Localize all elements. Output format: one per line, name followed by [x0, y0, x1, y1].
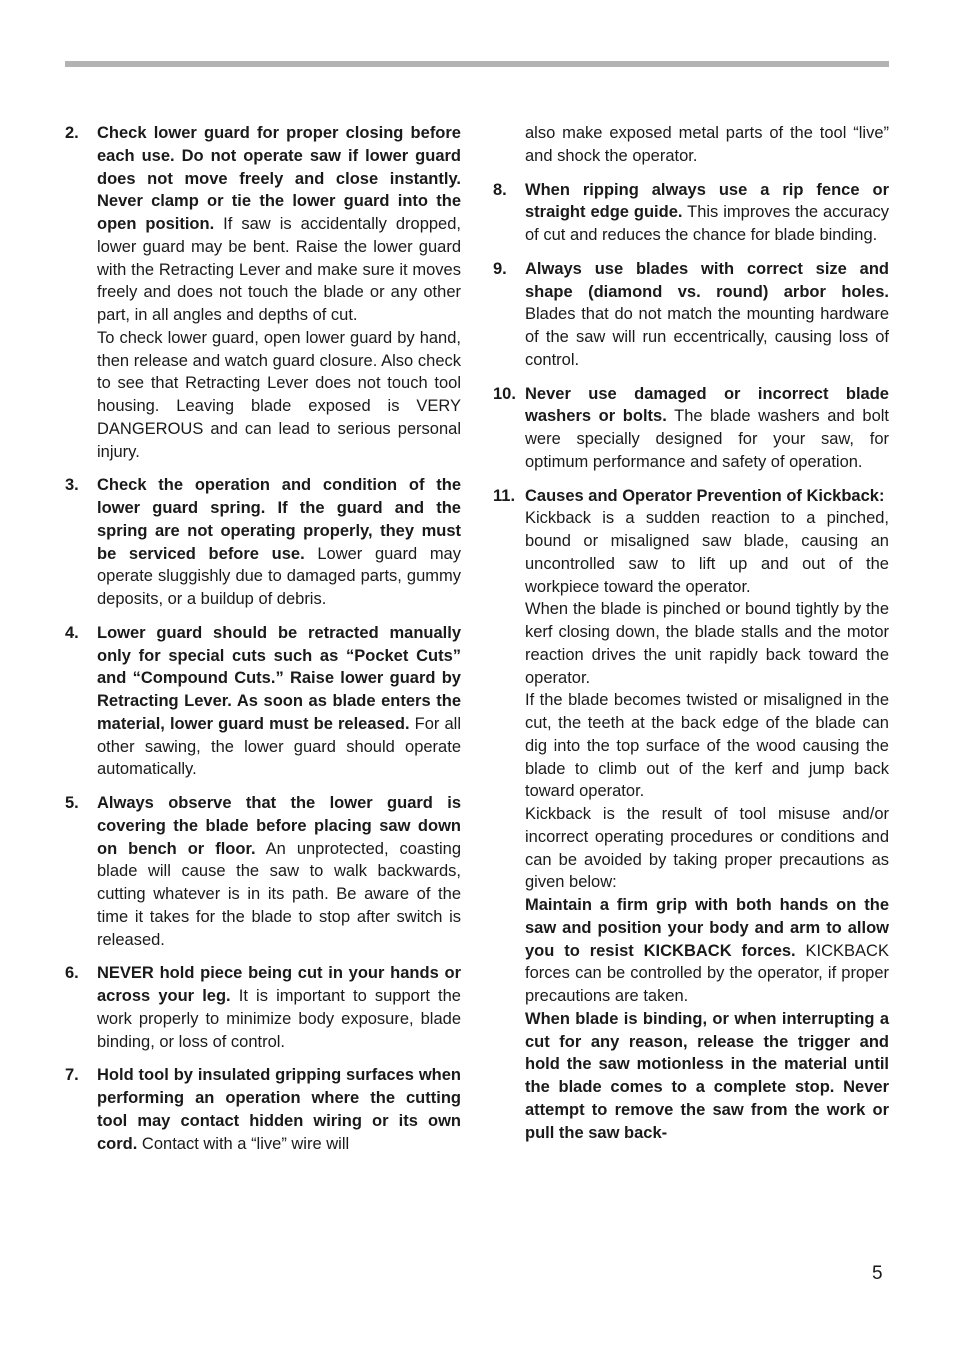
list-item	[493, 383, 889, 474]
bold-text: Maintain a firm grip with both hands on the saw and position your body and arm to allow you to resist KICKBACK forces.	[525, 896, 889, 960]
item-paragraph	[97, 1064, 461, 1155]
bold-text: When blade is binding, or when interrupting a cut for any reason, release the trigger and hold the saw motionless in the material until the blade comes to a complete stop. Never attempt to remove the saw from the work or pull the saw back-	[525, 1009, 889, 1142]
header-rule	[65, 61, 889, 67]
item-number: 2.	[65, 124, 79, 142]
bold-text: Causes and Operator Prevention of Kickback:	[525, 486, 885, 505]
body-text: If saw is accidentally dropped, lower guard may be bent. Raise the lower guard with the Retracting Lever and make sure it moves freely and does not touch the blade or any other part, in all angles and depths of cut.	[97, 215, 461, 324]
left-column	[65, 122, 461, 1166]
item-paragraph	[525, 598, 889, 689]
item-paragraph	[525, 507, 889, 598]
bold-text: Always observe that the lower guard is covering the blade before placing saw down on bench or floor.	[97, 794, 461, 858]
list-item	[65, 792, 461, 951]
body-text: This improves the accuracy of cut and reduces the chance for blade binding.	[525, 203, 889, 244]
list-item	[65, 122, 461, 463]
item-paragraph	[97, 962, 461, 1053]
page-number: 5	[872, 1263, 883, 1284]
body-text: Kickback is a sudden reaction to a pinched, bound or misaligned saw blade, causing an uncontrolled saw to lift up and out of the workpiece toward the operator.	[525, 509, 889, 596]
bold-text: When ripping always use a rip fence or straight edge guide.	[525, 180, 889, 222]
item-number: 9.	[493, 259, 507, 278]
list-item	[493, 258, 889, 372]
body-text: Contact with a “live” wire will	[137, 1134, 350, 1153]
bold-text: Check the operation and condition of the lower guard spring. If the guard and the spring are not operating properly, they must be serviced before use.	[97, 476, 461, 563]
item-number: 3.	[65, 476, 79, 495]
item-paragraph	[525, 1008, 889, 1145]
continuation-paragraph: also make exposed metal parts of the tool “live” and shock the operator.	[525, 124, 889, 165]
item-number: 7.	[65, 1066, 79, 1085]
item-paragraph	[97, 327, 461, 464]
bold-text: Hold tool by insulated gripping surfaces when performing an operation where the cutting tool may contact hidden wiring or its own cord.	[97, 1066, 461, 1153]
bold-text: Always use blades with correct size and shape (diamond vs. round) arbor holes.	[525, 259, 889, 301]
bold-text: Check lower guard for proper closing before each use. Do not operate saw if lower guard does not move freely and close instantly. Never clamp or tie the lower guard into the open position.	[97, 124, 461, 233]
item-paragraph	[525, 258, 889, 372]
item-paragraph	[97, 122, 461, 327]
item-paragraph	[525, 894, 889, 1008]
item-paragraph	[97, 792, 461, 951]
item-number: 6.	[65, 964, 79, 983]
right-column-items	[493, 179, 889, 1145]
body-text: KICKBACK forces can be controlled by the operator, if proper precautions are taken.	[525, 941, 889, 1005]
list-item	[493, 485, 889, 1145]
item-paragraph	[525, 689, 889, 803]
list-item	[65, 474, 461, 611]
item-paragraph	[525, 485, 889, 508]
item-paragraph	[525, 803, 889, 894]
body-text: Lower guard may operate sluggishly due to damaged parts, gummy deposits, or a buildup of debris.	[97, 544, 461, 608]
list-item	[65, 962, 461, 1053]
list-item	[493, 179, 889, 247]
bold-text: Lower guard should be retracted manually only for special cuts such as “Pocket Cuts” and “Compound Cuts.” Raise lower guard by Retracting Lever. As soon as blade enters the material, lower guard must be released.	[97, 623, 461, 733]
item-number: 11.	[493, 486, 516, 505]
list-item	[65, 622, 461, 781]
item-number: 10.	[493, 384, 516, 403]
item-paragraph	[97, 474, 461, 611]
item-number: 5.	[65, 794, 79, 812]
item-number: 8.	[493, 180, 507, 199]
body-text: It is important to support the work properly to minimize body exposure, blade binding, or loss of control.	[97, 987, 461, 1051]
body-text: An unprotected, coasting blade will cause the saw to walk backwards, cutting whatever is in its path. Be aware of the time it takes for the blade to stop after switch is released.	[97, 839, 461, 949]
item-number: 4.	[65, 623, 79, 642]
bold-text: Never use damaged or incorrect blade washers or bolts.	[525, 384, 889, 426]
list-item	[65, 1064, 461, 1155]
body-text: Kickback is the result of tool misuse and/or incorrect operating procedures or conditions and can be avoided by taking proper precautions as given below:	[525, 805, 889, 892]
item-paragraph	[525, 383, 889, 474]
body-text: To check lower guard, open lower guard by hand, then release and watch guard closure. Also check to see that Retracting Lever does not touch tool housing. Leaving blade exposed is VERY DANGEROUS and can lead to serious personal injury.	[97, 328, 461, 461]
body-text: If the blade becomes twisted or misaligned in the cut, the teeth at the back edge of the blade can dig into the top surface of the wood causing the blade to climb out of the kerf and jump back toward operator.	[525, 691, 889, 801]
body-text: When the blade is pinched or bound tightly by the kerf closing down, the blade stalls and the motor reaction drives the unit rapidly back toward the operator.	[525, 600, 889, 687]
body-text: The blade washers and bolt were specially designed for your saw, for optimum performance and safety of operation.	[525, 407, 889, 471]
bold-text: NEVER hold piece being cut in your hands or across your leg.	[97, 964, 461, 1005]
right-column	[493, 122, 889, 1155]
body-text: Blades that do not match the mounting hardware of the saw will run eccentrically, causing loss of control.	[525, 305, 889, 369]
item-paragraph	[525, 179, 889, 247]
body-text: For all other sawing, the lower guard should operate automatically.	[97, 714, 461, 779]
item-paragraph	[97, 622, 461, 781]
